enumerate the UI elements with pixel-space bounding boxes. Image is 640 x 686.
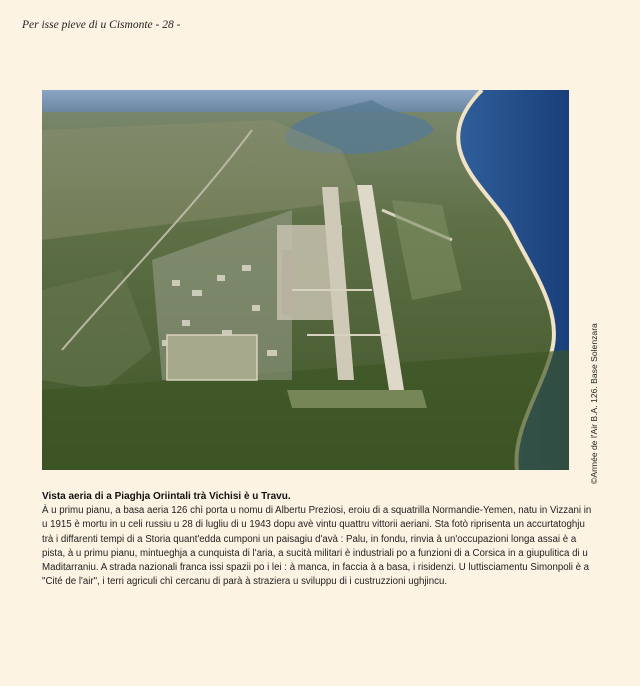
compound bbox=[167, 335, 257, 380]
running-header: Per isse pieve di u Cismonte - 28 - bbox=[22, 19, 181, 31]
aerial-photo bbox=[42, 90, 569, 470]
photo-caption bbox=[42, 490, 598, 589]
caption-body: À u primu pianu, a basa aeria 126 chì porta u nomu di Albertu Preziosi, eroiu di a squatrilla Normandie-Yemen, natu in Vizzani in u 1915 è mortu in u celi russiu u 28 di lugliu di u 1943 dopu avè vintu quattru vittorii aeriani. Sta fotò riprisenta un accurtatoghju trà i diffarenti tempi di a Storia quant'edda cumponi un paisagiu d'avà : Palu, in fondu, rinvia à un'occupazioni longa assai è a pista, à u primu pianu, mintueghja a cunquista di l'aria, a sucità militari è industriali po a funzioni di a Corsica in a giupulitica di u Maditarraniu. A strada nazionali franca issi spazii po i lei : à manca, in faccia à a basa, i risidenzi. U luttisciamentu Simonpoli è a "Cité de l'air", i terri agriculi chì cercanu di parà à straziera u sviluppu di i custruzzioni ughjincu. bbox=[42, 505, 592, 588]
photo-credit: ©Armée de l'Air B.A. 126. Base Solenzara bbox=[589, 323, 599, 484]
aerial-view-illustration bbox=[42, 90, 569, 470]
caption-title: Vista aeria di a Piaghja Oriintali trà Vichisi è u Travu. bbox=[42, 491, 291, 502]
